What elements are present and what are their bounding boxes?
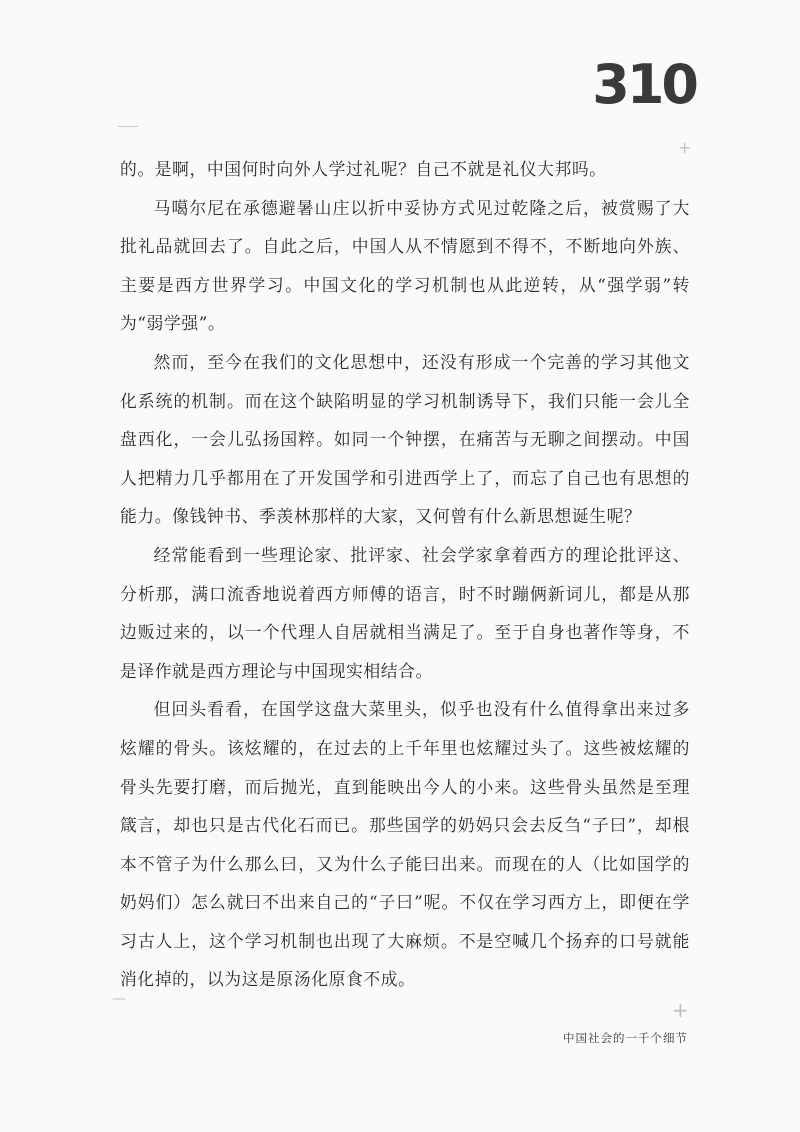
paragraph-1: 的。是啊，中国何时向外人学过礼呢？自己不就是礼仪大邦吗。 bbox=[120, 159, 607, 179]
paragraph-4: 经常能看到一些理论家、批评家、社会学家拿着西方的理论批评这、分析那，满口流香地说着西方师傅的语言，时不时蹦俩新词儿，都是从那边贩过来的，以一个代理人自居就相当满足了。至于自身也著作等身，不是译作就是西方理论与中国现实相结合。 bbox=[120, 544, 690, 681]
crop-mark-bottom-left: — bbox=[112, 991, 126, 1007]
body-text bbox=[120, 150, 690, 999]
page-number: 310 bbox=[592, 53, 696, 116]
paragraph-3: 然而，至今在我们的文化思想中，还没有形成一个完善的学习其他文化系统的机制。而在这个缺陷明显的学习机制诱导下，我们只能一会儿全盘西化，一会儿弘扬国粹。如同一个钟摆，在痛苦与无聊之间摆动。中国人把精力几乎都用在了开发国学和引进西学上了，而忘了自己也有思想的能力。像钱钟书、季羡林那样的大家，又何曾有什么新思想诞生呢？ bbox=[120, 351, 690, 527]
paragraph-2: 马噶尔尼在承德避暑山庄以折中妥协方式见过乾隆之后，被赏赐了大批礼品就回去了。自此之后，中国人从不情愿到不得不，不断地向外族、主要是西方世界学习。中国文化的学习机制也从此逆转，从“强学弱”转为“弱学强”。 bbox=[120, 197, 690, 334]
crop-mark-bottom-right: + bbox=[672, 998, 689, 1022]
crop-mark-top-right: + bbox=[678, 138, 692, 157]
crop-mark-top-left bbox=[118, 126, 138, 127]
paragraph-5: 但回头看看，在国学这盘大菜里头，似乎也没有什么值得拿出来过多炫耀的骨头。该炫耀的，在过去的上千年里也炫耀过头了。这些被炫耀的骨头先要打磨，而后抛光，直到能映出今人的小来。这些骨头虽然是至理箴言，却也只是古代化石而已。那些国学的奶妈只会去反刍“子曰”，却根本不管子为什么那么曰，又为什么子能曰出来。而现在的人（比如国学的奶妈们）怎么就曰不出来自己的“子曰”呢。不仅在学习西方上，即便在学习古人上，这个学习机制也出现了大麻烦。不是空喊几个扬弃的口号就能消化掉的，以为这是原汤化原食不成。 bbox=[120, 699, 690, 990]
running-footer: 中国社会的一千个细节 bbox=[563, 1031, 688, 1045]
